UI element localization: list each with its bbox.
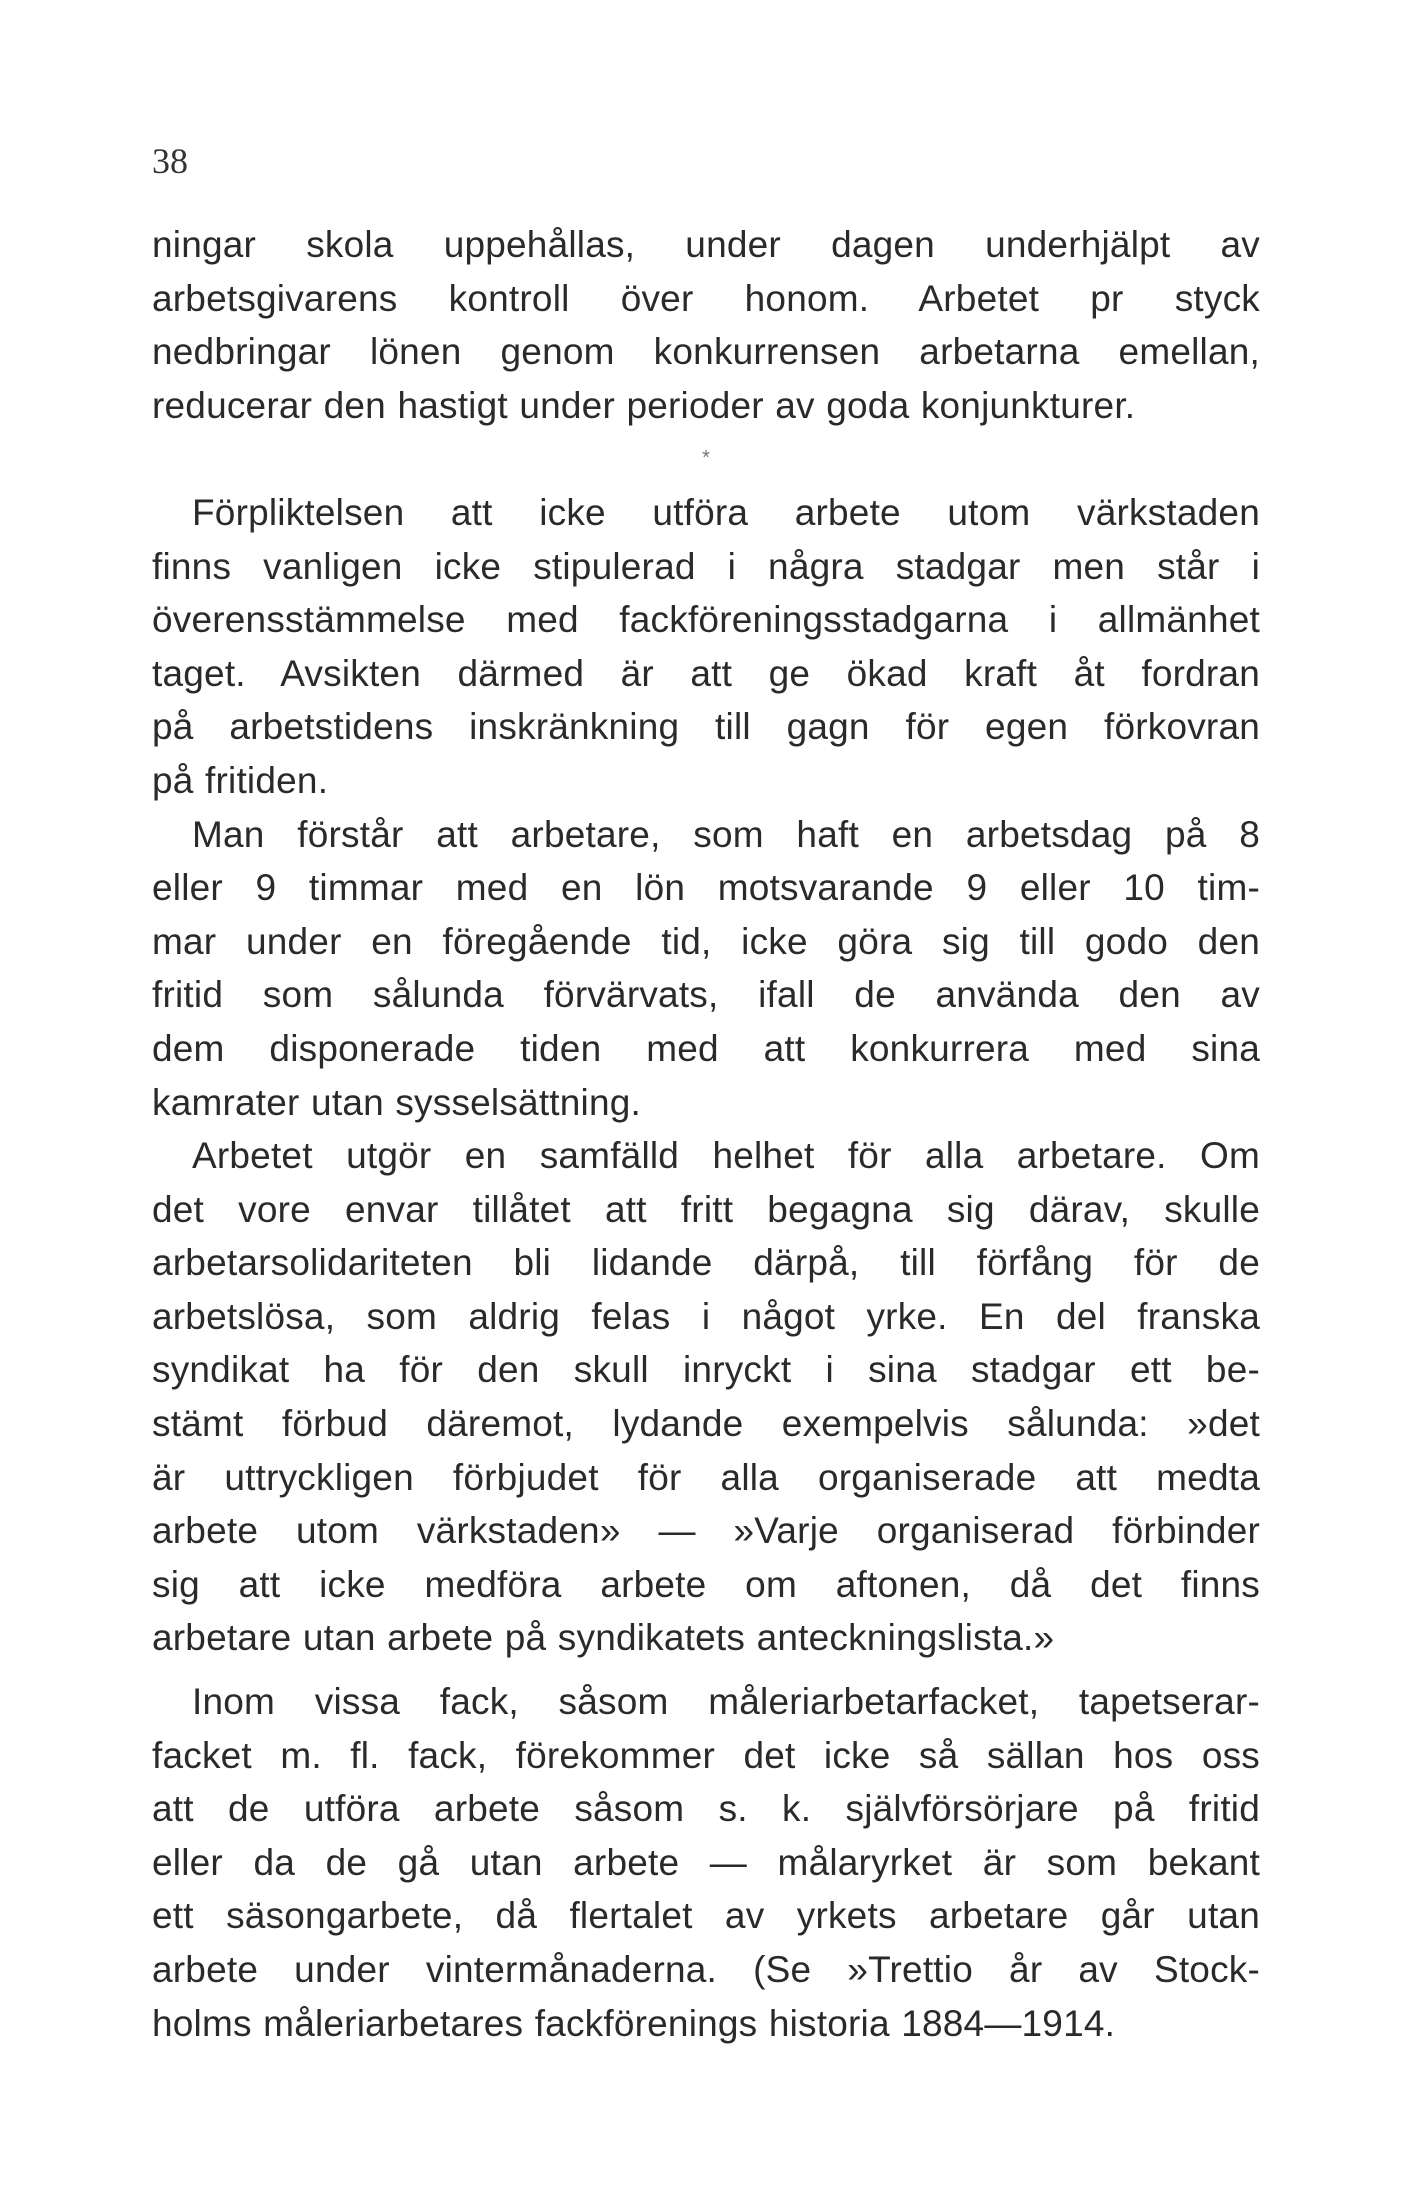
- paragraph-3: [152, 808, 1260, 1130]
- text-line: på arbetstidens inskränkning till gagn för egen förkovran: [152, 706, 1260, 748]
- text-line: dem disponerade tiden med att konkurrera med sina: [152, 1027, 1260, 1069]
- text-line: överensstämmelse med fackföreningsstadgarna i allmänhet: [152, 599, 1260, 641]
- paragraph-5: [152, 1675, 1260, 2050]
- text-line: kamrater utan sysselsättning.: [152, 1081, 642, 1123]
- text-line: holms måleriarbetares fackförenings historia 1884—1914.: [152, 2002, 1116, 2044]
- paragraph-2: [152, 486, 1260, 808]
- text-line: Arbetet utgör en samfälld helhet för alla arbetare. Om: [192, 1135, 1260, 1177]
- text-line: Förpliktelsen att icke utföra arbete utom värkstaden: [192, 491, 1260, 533]
- text-line: fritid som sålunda förvärvats, ifall de använda den av: [152, 974, 1260, 1016]
- body-text: [152, 218, 1260, 2050]
- text-line: ett säsongarbete, då flertalet av yrkets arbetare går utan: [152, 1895, 1260, 1937]
- text-line: taget. Avsikten därmed är att ge ökad kraft åt fordran: [152, 652, 1260, 694]
- text-line: Man förstår att arbetare, som haft en arbetsdag på 8: [192, 813, 1260, 855]
- paragraph-4: [152, 1129, 1260, 1665]
- text-line: att de utföra arbete såsom s. k. självförsörjare på fritid: [152, 1788, 1260, 1830]
- text-line: sig att icke medföra arbete om aftonen, då det finns: [152, 1563, 1260, 1605]
- paragraph-1: [152, 218, 1260, 432]
- text-line: arbetarsolidariteten bli lidande därpå, till förfång för de: [152, 1242, 1260, 1284]
- text-line: arbetsgivarens kontroll över honom. Arbetet pr styck: [152, 277, 1260, 319]
- text-line: facket m. fl. fack, förekommer det icke så sällan hos oss: [152, 1734, 1260, 1776]
- text-line: syndikat ha för den skull inryckt i sina stadgar ett be-: [152, 1349, 1260, 1391]
- page-number: 38: [152, 141, 188, 181]
- text-line: arbetare utan arbete på syndikatets anteckningslista.»: [152, 1617, 1055, 1659]
- text-line: eller 9 timmar med en lön motsvarande 9 eller 10 tim-: [152, 867, 1260, 909]
- text-line: är uttryckligen förbjudet för alla organiserade att medta: [152, 1456, 1260, 1498]
- text-line: nedbringar lönen genom konkurrensen arbetarna emellan,: [152, 331, 1260, 373]
- section-separator: *: [702, 447, 710, 470]
- text-line: på fritiden.: [152, 759, 329, 801]
- text-line: reducerar den hastigt under perioder av goda konjunkturer.: [152, 384, 1136, 426]
- text-line: arbete under vintermånaderna. (Se »Trettio år av Stock-: [152, 1949, 1260, 1990]
- text-line: arbete utom värkstaden» — »Varje organiserad förbinder: [152, 1510, 1260, 1552]
- text-line: finns vanligen icke stipulerad i några stadgar men står i: [152, 545, 1260, 587]
- text-line: arbetslösa, som aldrig felas i något yrke. En del franska: [152, 1295, 1260, 1337]
- paragraph-gap: [152, 1665, 1260, 1675]
- text-line: det vore envar tillåtet att fritt begagna sig därav, skulle: [152, 1188, 1260, 1230]
- text-line: stämt förbud däremot, lydande exempelvis sålunda: »det: [152, 1403, 1260, 1445]
- text-line: Inom vissa fack, såsom måleriarbetarfacket, tapetserar-: [192, 1681, 1260, 1723]
- text-line: eller da de gå utan arbete — målaryrket är som bekant: [152, 1841, 1260, 1883]
- text-line: mar under en föregående tid, icke göra sig till godo den: [152, 920, 1260, 962]
- text-line: ningar skola uppehållas, under dagen underhjälpt av: [152, 224, 1260, 265]
